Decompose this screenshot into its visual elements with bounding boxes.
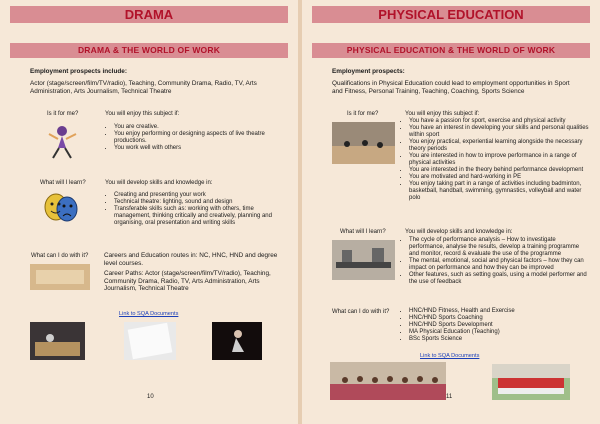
- sqa-documents-link[interactable]: Link to SQA Documents: [420, 353, 480, 359]
- page-number: 10: [147, 394, 154, 400]
- question-intro: You will develop skills and knowledge in:: [405, 229, 513, 235]
- sports-hall-photo: [332, 122, 395, 164]
- careers-text: Careers and Education routes in: NC, HNC, HND and degree level courses.: [104, 252, 278, 267]
- team-group-photo: [330, 362, 446, 400]
- list-item: • HNC/HND Fitness, Health and Exercise: [409, 308, 589, 315]
- list-item: • HNC/HND Sports Development: [409, 322, 589, 329]
- question-label: What can I do with it?: [31, 253, 89, 259]
- list-item: • You are motivated and hard-working in PE: [409, 174, 589, 181]
- drama-page: [0, 0, 298, 424]
- list-item: • You work well with others: [114, 145, 284, 152]
- performance-photo: [212, 322, 262, 360]
- dancing-figure-image: [44, 122, 82, 160]
- list-item: • The mental, emotional, social and physical factors – how they can impact on performance and how they can be improved: [409, 258, 589, 272]
- list-item: • Transferable skills such as: working with others, time management, thinking critically and creatively, planning and organising, oral presentation and writing skills: [114, 206, 284, 227]
- football-team-photo: [492, 364, 570, 400]
- list-item: • You are creative.: [114, 124, 284, 131]
- physical-education-page: [302, 0, 600, 424]
- list-item: • You enjoy taking part in a range of activities including badminton, basketball, handball, swimming, gymnastics, volleyball and water polo: [409, 181, 589, 202]
- question-intro: You will enjoy this subject if:: [105, 111, 180, 117]
- question-label: Is it for me?: [47, 111, 79, 117]
- drama-sign-image: [30, 264, 90, 290]
- gym-photo: [332, 240, 395, 280]
- employment-text: Qualifications in Physical Education could lead to employment opportunities in Sport and Fitness, Personal Training, Teaching, Coaching, Sports Science: [332, 80, 570, 95]
- list-item: • You have a passion for sport, exercise and physical activity: [409, 118, 589, 125]
- stage-photo: [30, 322, 85, 360]
- question-label: What will I learn?: [340, 229, 386, 235]
- list-item: • Technical theatre: lighting, sound and design: [114, 199, 284, 206]
- question-label: What will I learn?: [40, 180, 86, 186]
- list-item: • Other features, such as setting goals, using a model performer and the use of feedback: [409, 272, 589, 286]
- list-item: • You enjoy performing or designing aspects of live theatre productions.: [114, 131, 284, 145]
- script-paper-photo: [124, 322, 176, 360]
- page-title: DRAMA: [10, 6, 288, 23]
- employment-heading: Employment prospects include:: [30, 68, 127, 75]
- employment-text: Actor (stage/screen/film/TV/radio), Teaching, Community Drama, Radio, TV, Arts Administration, Arts Journalism, Technical Theatre: [30, 80, 257, 95]
- page-number: 11: [446, 394, 453, 400]
- career-paths-text: Career Paths: Actor (stage/screen/film/TV/radio), Teaching, Community Drama, Radio, TV, Arts Administration, Arts Journalism, Technical Theatre: [104, 270, 271, 293]
- list-item: • You are interested in the theory behind performance development: [409, 167, 589, 174]
- section-subtitle: DRAMA & THE WORLD OF WORK: [10, 43, 288, 58]
- question-intro: You will enjoy this subject if:: [405, 111, 480, 117]
- question-label: What can I do with it?: [332, 309, 390, 315]
- sqa-documents-link[interactable]: Link to SQA Documents: [119, 311, 179, 317]
- list-item: • Creating and presenting your work: [114, 192, 284, 199]
- list-item: • You are interested in how to improve performance in a range of physical activities: [409, 153, 589, 167]
- list-item: • MA Physical Education (Teaching): [409, 329, 589, 336]
- question-label: Is it for me?: [347, 111, 379, 117]
- list-item: • You enjoy practical, experiential learning alongside the necessary theory periods: [409, 139, 589, 153]
- page-title: PHYSICAL EDUCATION: [312, 6, 590, 23]
- section-subtitle: PHYSICAL EDUCATION & THE WORLD OF WORK: [312, 43, 590, 58]
- question-intro: You will develop skills and knowledge in:: [105, 180, 213, 186]
- theatre-masks-image: [42, 192, 80, 224]
- employment-heading: Employment prospects:: [332, 68, 405, 75]
- list-item: • The cycle of performance analysis – How to investigate performance, analyse the results, develop a training programme and monitor, record & evaluate the use of the programme: [409, 237, 589, 258]
- list-item: • You have an interest in developing your skills and personal qualities within sport: [409, 125, 589, 139]
- list-item: • BSc Sports Science: [409, 336, 589, 343]
- list-item: • HNC/HND Sports Coaching: [409, 315, 589, 322]
